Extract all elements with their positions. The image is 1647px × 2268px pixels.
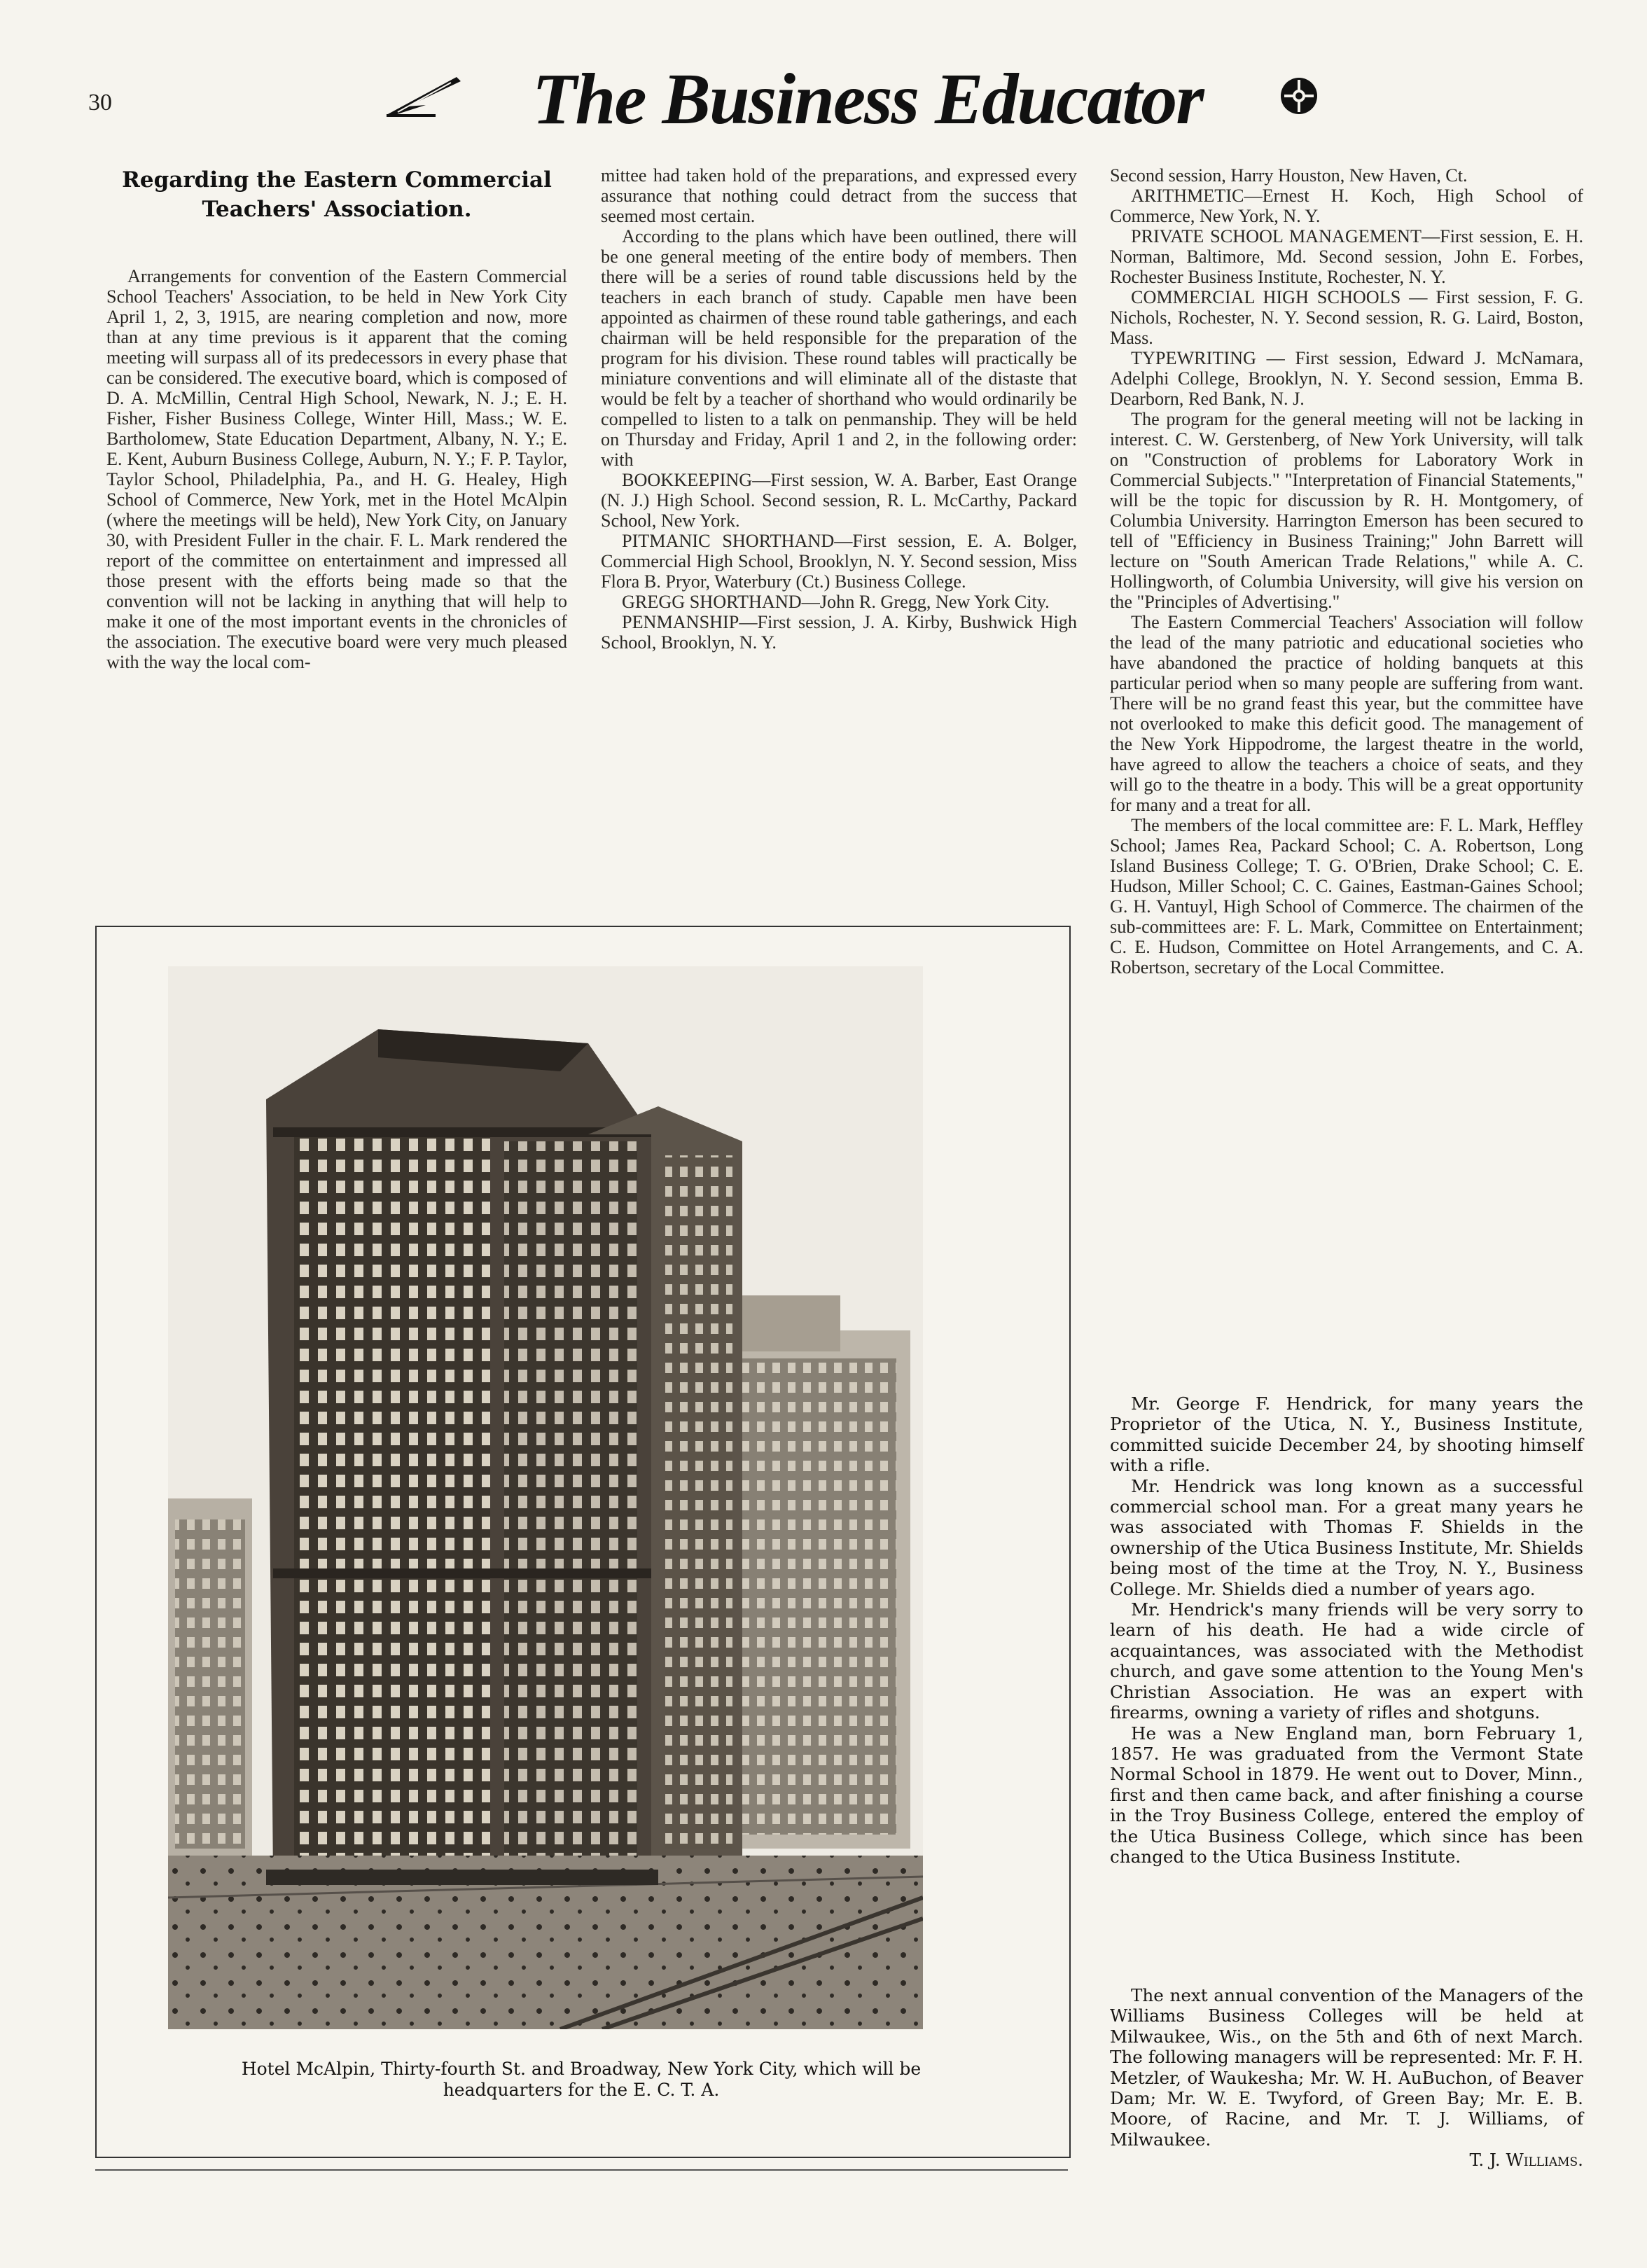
paragraph: Mr. George F. Hendrick, for many years the Proprietor of the Utica, N. Y., Business Institute, committed suicide December 24, by shooting himself with a rifle. (1110, 1393, 1583, 1476)
paragraph: Mr. Hendrick was long known as a successful commercial school man. For a great many years he was associated with Thomas F. Shields in the ownership of the Utica Business Institute, Mr. Shields being most of the time at the Troy, N. Y., Business College. Mr. Shields died a number of years ago. (1110, 1475, 1583, 1599)
paragraph: PENMANSHIP—First session, J. A. Kirby, Bushwick High School, Brooklyn, N. Y. (601, 612, 1077, 653)
obituary-article (1110, 1393, 1583, 1867)
ornament-emblem-icon (1279, 74, 1319, 118)
paragraph: mittee had taken hold of the preparations, and expressed every assurance that nothing could detract from the success that seemed most certain. (601, 165, 1077, 226)
paragraph: The Eastern Commercial Teachers' Association will follow the lead of the many patriotic and educational societies who have abandoned the practice of holding banquets at this particular period when so many people are suffering from want. There will be no grand feast this year, but the committee have not overlooked to make this deficit good. The management of the New York Hippodrome, the largest theatre in the world, have agreed to allow the teachers a choice of seats, and they will go to the theatre in a body. This will be a great opportunity for many and a treat for all. (1110, 612, 1583, 815)
paragraph: He was a New England man, born February 1, 1857. He was graduated from the Vermont State Normal School in 1879. He went out to Dover, Minn., first and then came back, and after finishing a course in the Troy Business College, entered the employ of the Utica Business College, which since has been changed to the Utica Business Institute. (1110, 1723, 1583, 1867)
paragraph: Second session, Harry Houston, New Haven, Ct. (1110, 165, 1468, 186)
paragraph: The program for the general meeting will not be lacking in interest. C. W. Gerstenberg, of New York University, will talk on "Construction of problems for Laboratory Work in Commercial Subjects." "Interpretation of Financial Statements," will be the topic for discussion by R. H. Montgomery, of Columbia University. Harrington Emerson has been secured to tell of "Efficiency in Business Training;" John Barrett will lecture on "South American Trade Relations," while A. C. Hollingworth, of Columbia University, will give his version on the "Principles of Advertising." (1110, 409, 1583, 612)
paragraph: The members of the local committee are: F. L. Mark, Heffley School; James Rea, Packard School; C. A. Robertson, Long Island Business College; T. G. O'Brien, Drake School; C. E. Hudson, Miller School; C. C. Gaines, Eastman-Gaines School; G. H. Vantuyl, High School of Commerce. The chairmen of the sub-committees are: F. L. Mark, Committee on Entertainment; C. E. Hudson, Committee on Hotel Arrangements, and C. A. Robertson, secretary of the Local Committee. (1110, 815, 1583, 978)
article-column-1 (106, 266, 567, 672)
photo-caption: Hotel McAlpin, Thirty-fourth St. and Broadway, New York City, which will be headquarters for the E. C. T. A. (241, 2059, 922, 2100)
quill-pen-icon (384, 74, 464, 118)
paragraph: GREGG SHORTHAND—John R. Gregg, New York City. (622, 592, 1050, 612)
paragraph: BOOKKEEPING—First session, W. A. Barber, East Orange (N. J.) High School. Second session, R. L. McCarthy, Packard School, New York. (601, 470, 1077, 531)
paragraph: PRIVATE SCHOOL MANAGEMENT—First session, E. H. Norman, Baltimore, Md. Second session, John E. Forbes, Rochester Business Institute, Rochester, N. Y. (1110, 226, 1583, 287)
masthead-title: The Business Educator (532, 59, 1203, 139)
hotel-building-photo (168, 966, 923, 2029)
paragraph: Arrangements for convention of the Eastern Commercial School Teachers' Association, to be held in New York City April 1, 2, 3, 1915, are nearing completion and now, more than at any time previous is it apparent that the coming meeting will surpass all of its predecessors in every phase that can be considered. The executive board, which is composed of D. A. McMillin, Central High School, Newark, N. J.; E. H. Fisher, Fisher Business College, Winter Hill, Mass.; W. E. Bartholomew, State Education Department, Albany, N. Y.; E. E. Kent, Auburn Business College, Auburn, N. Y.; F. P. Taylor, Taylor School, Philadelphia, Pa., and H. G. Healey, High School of Commerce, New York, met in the Hotel McAlpin (where the meetings will be held), New York City, on January 30, with President Fuller in the chair. F. L. Mark rendered the report of the committee on entertainment and impressed all those present with the efforts being made so that the convention will not be lacking in anything that will help to make it one of the most important events in the chronicles of the association. The executive board were very much pleased with the way the local com- (106, 266, 567, 672)
page-number: 30 (88, 90, 112, 116)
paragraph: TYPEWRITING — First session, Edward J. McNamara, Adelphi College, Brooklyn, N. Y. Second session, Emma B. Dearborn, Red Bank, N. J. (1110, 348, 1583, 409)
article-heading: Regarding the Eastern Commercial Teachers' Association. (122, 167, 552, 222)
article-column-3 (1110, 165, 1583, 978)
convention-notice (1110, 1985, 1583, 2171)
paragraph: Mr. Hendrick's many friends will be very sorry to learn of his death. He had a wide circle of acquaintances, was associated with the Methodist church, and gave some attention to the Young Men's Christian Association. He was an expert with firearms, owning a variety of rifles and shotguns. (1110, 1599, 1583, 1723)
paragraph: COMMERCIAL HIGH SCHOOLS — First session, F. G. Nichols, Rochester, N. Y. Second session, R. G. Laird, Boston, Mass. (1110, 287, 1583, 348)
paragraph: PITMANIC SHORTHAND—First session, E. A. Bolger, Commercial High School, Brooklyn, N. Y. Second session, Miss Flora B. Pryor, Waterbury (Ct.) Business College. (601, 531, 1077, 592)
article-column-2 (601, 165, 1077, 653)
paragraph: ARITHMETIC—Ernest H. Koch, High School of Commerce, New York, N. Y. (1110, 186, 1583, 226)
paragraph: According to the plans which have been outlined, there will be one general meeting of the entire body of members. Then there will be a series of round table discussions held by the teachers in each branch of study. Capable men have been appointed as chairmen of these round table gatherings, and each chairman will be held responsible for the preparation of the program for his division. These round tables will practically be miniature conventions and will eliminate all of the distaste that would be felt by a teacher of shorthand who would ordinarily be compelled to listen to a talk on penmanship. They will be held on Thursday and Friday, April 1 and 2, in the following order: with (601, 226, 1077, 470)
bottom-rule (95, 2169, 1068, 2171)
paragraph: The next annual convention of the Managers of the Williams Business Colleges will be held at Milwaukee, Wis., on the 5th and 6th of next March. The following managers will be represented: Mr. F. H. Metzler, of Waukesha; Mr. W. H. AuBuchon, of Beaver Dam; Mr. W. E. Twyford, of Green Bay; Mr. E. B. Moore, of Racine, and Mr. T. J. Williams, of Milwaukee. (1110, 1985, 1583, 2150)
signature: T. J. Williams. (1469, 2150, 1583, 2171)
